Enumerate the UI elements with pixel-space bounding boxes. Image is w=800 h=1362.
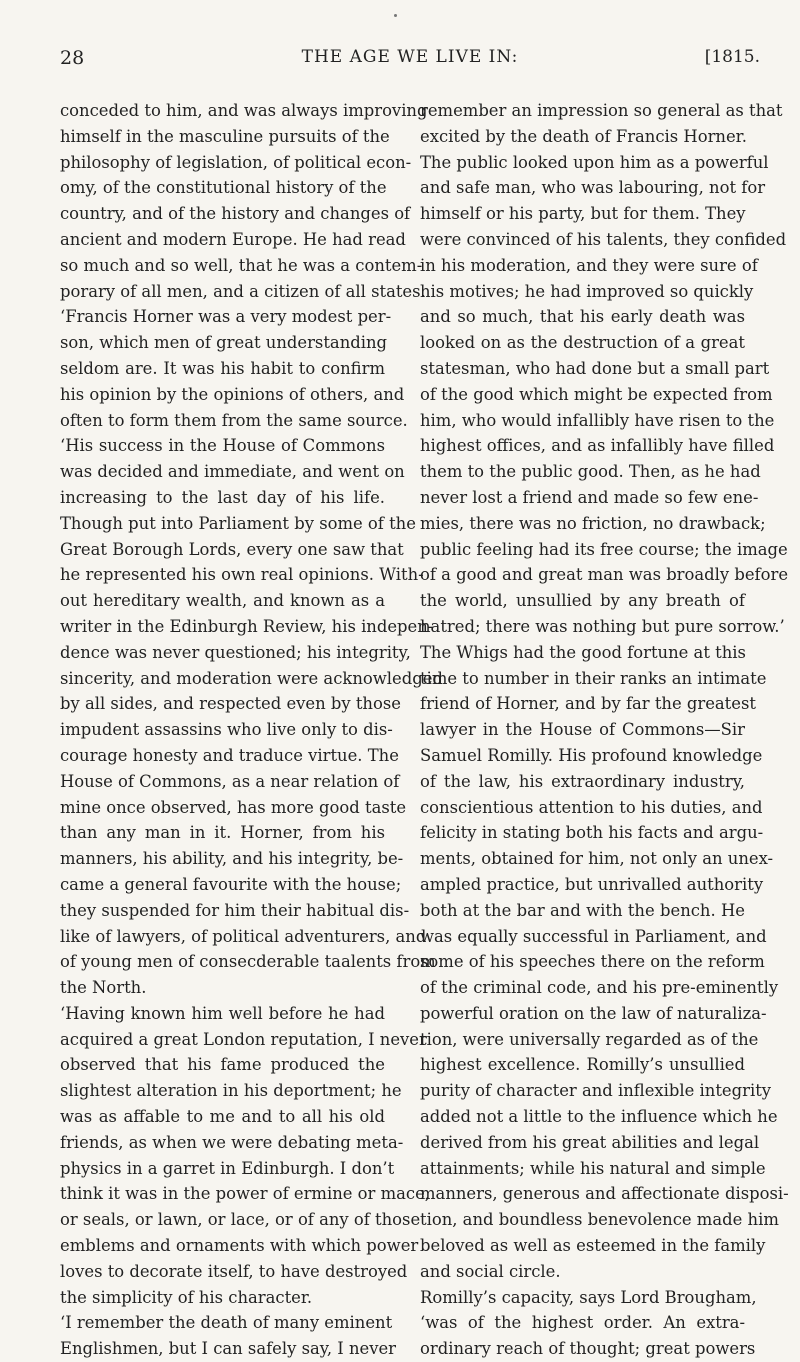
text-line: highest offices, and as infallibly have filled	[420, 436, 775, 456]
text-line: the simplicity of his character.	[60, 1287, 313, 1307]
text-line: acquired a great London reputation, I never	[60, 1029, 427, 1049]
text-line: of the criminal code, and his pre-eminently	[420, 978, 779, 998]
text-line: derived from his great abilities and legal	[420, 1132, 760, 1152]
text-line: were convinced of his talents, they confided	[420, 229, 787, 249]
text-line: often to form them from the same source.	[60, 410, 408, 430]
text-line: son, which men of great understanding	[60, 333, 388, 353]
text-line: and social circle.	[420, 1261, 561, 1281]
text-line: manners, his ability, and his integrity, be-	[60, 849, 404, 869]
text-line: observed that his fame produced the	[60, 1055, 385, 1075]
text-line: ‘His success in the House of Commons	[60, 436, 385, 456]
text-line: seldom are. It was his habit to confirm	[60, 358, 385, 378]
text-line: him, who would infallibly have risen to the	[420, 410, 775, 430]
text-line: Great Borough Lords, every one saw that	[60, 539, 404, 559]
text-line: friend of Horner, and by far the greatest	[420, 694, 756, 714]
text-line: of a good and great man was broadly before	[420, 565, 789, 585]
text-line: conscientious attention to his duties, and	[420, 797, 763, 817]
text-line: philosophy of legislation, of political econ-	[60, 152, 412, 172]
text-line: was equally successful in Parliament, and	[420, 926, 767, 946]
text-line: them to the public good. Then, as he had	[420, 462, 761, 482]
text-line: attainments; while his natural and simple	[420, 1158, 766, 1178]
running-year: [1815.	[704, 47, 760, 67]
text-line: in his moderation, and they were sure of	[420, 255, 758, 275]
text-line: tion, were universally regarded as of the	[420, 1029, 759, 1049]
text-line: The public looked upon him as a powerful	[420, 152, 769, 172]
text-line: Englishmen, but I can safely say, I never	[60, 1339, 397, 1359]
text-line: time to number in their ranks an intimate	[420, 668, 767, 688]
text-line: of the good which might be expected from	[420, 384, 773, 404]
text-line: beloved as well as esteemed in the family	[420, 1236, 766, 1256]
text-line: was decided and immediate, and went on	[60, 462, 405, 482]
text-line: his motives; he had improved so quickly	[420, 281, 754, 301]
text-line: lawyer in the House of Commons—Sir	[420, 720, 745, 740]
text-line: ‘I remember the death of many eminent	[60, 1313, 393, 1333]
text-line: excited by the death of Francis Horner.	[420, 126, 747, 146]
right-column	[420, 98, 789, 1362]
text-line: of the law, his extraordinary industry,	[420, 771, 745, 791]
text-line: sincerity, and moderation were acknowledged	[60, 668, 443, 688]
text-line: came a general favourite with the house;	[60, 874, 402, 894]
text-line: conceded to him, and was always improving	[60, 101, 428, 120]
text-line: think it was in the power of ermine or mace,	[60, 1184, 430, 1204]
text-line: powerful oration on the law of naturaliza-	[420, 1003, 767, 1023]
text-line: himself or his party, but for them. They	[420, 204, 746, 224]
text-line: writer in the Edinburgh Review, his indepen-	[60, 616, 434, 636]
text-line: friends, as when we were debating meta-	[60, 1132, 404, 1152]
text-line: felicity in stating both his facts and argu-	[420, 823, 764, 843]
text-line: some of his speeches there on the reform	[420, 952, 765, 972]
text-line: the world, unsullied by any breath of	[420, 591, 745, 611]
text-line: highest excellence. Romilly’s unsullied	[420, 1055, 745, 1075]
text-line: ments, obtained for him, not only an unex-	[420, 849, 774, 869]
text-line: never lost a friend and made so few ene-	[420, 487, 759, 507]
text-line: ‘Having known him well before he had	[60, 1003, 385, 1023]
text-line: by all sides, and respected even by those	[60, 694, 401, 714]
text-line: Samuel Romilly. His profound knowledge	[420, 745, 763, 765]
text-line: added not a little to the influence which he	[420, 1107, 778, 1127]
text-line: out hereditary wealth, and known as a	[60, 591, 385, 611]
text-line: ampled practice, but unrivalled authority	[420, 874, 764, 894]
text-line: The Whigs had the good fortune at this	[420, 642, 746, 662]
text-line: tion, and boundless benevolence made him	[420, 1210, 779, 1230]
text-line: ‘was of the highest order. An extra-	[420, 1313, 745, 1333]
text-line: he represented his own real opinions. With-	[60, 565, 424, 585]
text-line: than any man in it. Horner, from his	[60, 823, 385, 843]
text-line: statesman, who had done but a small part	[420, 358, 770, 378]
text-line: his opinion by the opinions of others, and	[60, 384, 405, 404]
text-line: manners, generous and affectionate disposi-	[420, 1184, 789, 1204]
text-line: of young men of consecderable taalents from	[60, 952, 436, 972]
text-line: omy, of the constitutional history of the	[60, 178, 387, 198]
text-line: ancient and modern Europe. He had read	[60, 229, 406, 249]
text-line: slightest alteration in his deportment; he	[60, 1081, 402, 1101]
text-line: both at the bar and with the bench. He	[420, 900, 745, 920]
text-line: the North.	[60, 978, 147, 998]
text-line: increasing to the last day of his life.	[60, 487, 385, 507]
text-line: impudent assassins who live only to dis-	[60, 720, 393, 740]
text-line: emblems and ornaments with which power	[60, 1236, 419, 1256]
text-line: Though put into Parliament by some of the	[60, 513, 416, 533]
text-line: mies, there was no friction, no drawback;	[420, 513, 766, 533]
running-title: THE AGE WE LIVE IN:	[301, 47, 519, 67]
text-line: loves to decorate itself, to have destroyed	[60, 1261, 408, 1281]
text-line: Romilly’s capacity, says Lord Brougham,	[420, 1287, 757, 1307]
text-line: himself in the masculine pursuits of the	[60, 126, 390, 146]
text-line: ordinary reach of thought; great powers	[420, 1339, 756, 1359]
text-line: public feeling had its free course; the image	[420, 539, 788, 559]
top-margin-dot	[394, 14, 397, 17]
page-number: 28	[60, 47, 85, 69]
text-line: dence was never questioned; his integrity,	[60, 642, 411, 662]
text-line: was as affable to me and to all his old	[60, 1107, 385, 1127]
text-line: purity of character and inflexible integrity	[420, 1081, 772, 1101]
text-line: courage honesty and traduce virtue. The	[60, 745, 399, 765]
text-line: remember an impression so general as that	[420, 101, 783, 120]
text-line: like of lawyers, of political adventurers, and	[60, 926, 427, 946]
text-line: and so much, that his early death was	[420, 307, 745, 327]
text-line: physics in a garret in Edinburgh. I don’t	[60, 1158, 395, 1178]
text-line: hatred; there was nothing but pure sorrow.’	[420, 616, 785, 636]
text-line: they suspended for him their habitual dis-	[60, 900, 410, 920]
page-header	[60, 47, 760, 69]
text-line: ‘Francis Horner was a very modest per-	[60, 307, 392, 327]
text-line: or seals, or lawn, or lace, or of any of those	[60, 1210, 421, 1230]
left-column	[60, 98, 443, 1362]
text-line: House of Commons, as a near relation of	[60, 771, 400, 791]
text-line: mine once observed, has more good taste	[60, 797, 407, 817]
text-line: so much and so well, that he was a contem-	[60, 255, 423, 275]
text-line: and safe man, who was labouring, not for	[420, 178, 766, 198]
text-line: country, and of the history and changes of	[60, 204, 411, 224]
text-line: looked on as the destruction of a great	[420, 333, 745, 353]
text-line: porary of all men, and a citizen of all states.	[60, 281, 426, 301]
